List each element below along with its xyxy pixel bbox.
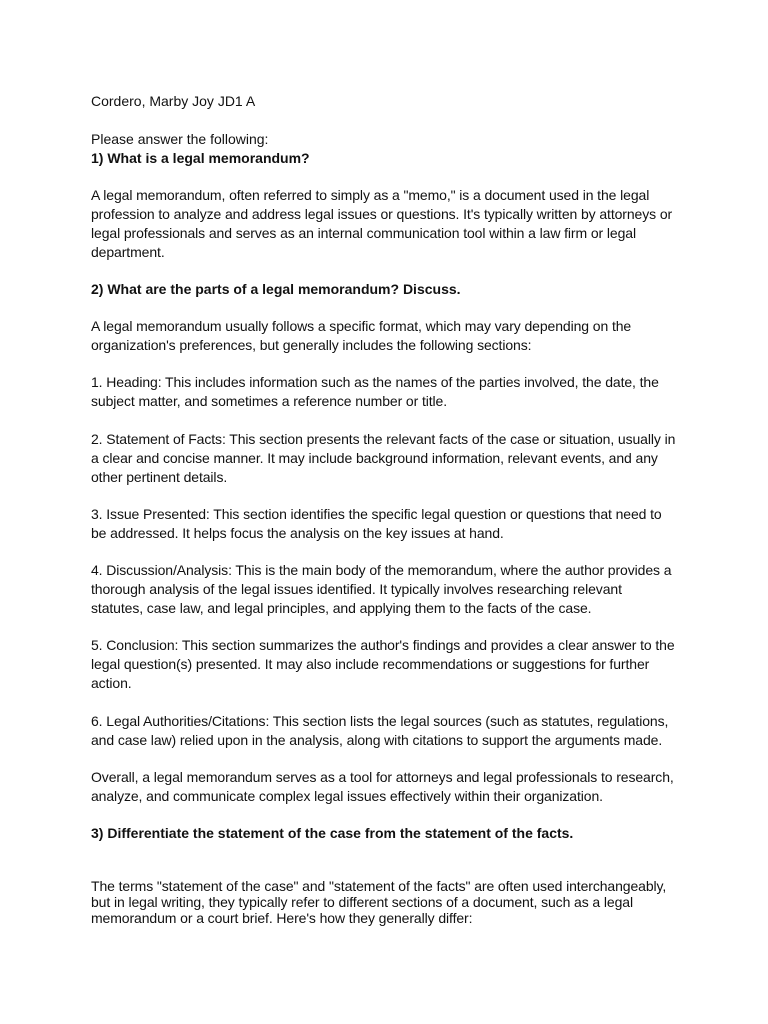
- question-1-heading: 1) What is a legal memorandum?: [91, 150, 310, 166]
- part-issue-line: 3. Issue Presented: This section identifies the specific legal question or questions that need to: [91, 506, 662, 522]
- answer-3-line: The terms "statement of the case" and "statement of the facts" are often used interchangeably,: [91, 878, 667, 894]
- answer-1-line: A legal memorandum, often referred to simply as a "memo," is a document used in the legal: [91, 187, 650, 203]
- author-line: Cordero, Marby Joy JD1 A: [91, 93, 256, 109]
- answer-1-line: profession to analyze and address legal issues or questions. It's typically written by attorneys or: [91, 206, 673, 222]
- answer-2-intro-line: organization's preferences, but generally includes the following sections:: [91, 337, 532, 353]
- answer-1-line: legal professionals and serves as an internal communication tool within a law firm or legal: [91, 225, 636, 241]
- answer-1-line: department.: [91, 244, 165, 260]
- answer-3-line: memorandum or a court brief. Here's how they generally differ:: [91, 910, 473, 926]
- answer-3-line: but in legal writing, they typically refer to different sections of a document, such as a legal: [91, 894, 633, 910]
- part-authorities-line: 6. Legal Authorities/Citations: This section lists the legal sources (such as statutes, regulations,: [91, 713, 669, 729]
- part-heading-line: subject matter, and sometimes a reference number or title.: [91, 393, 448, 409]
- part-facts-line: 2. Statement of Facts: This section presents the relevant facts of the case or situation, usually in: [91, 431, 676, 447]
- part-discussion-line: thorough analysis of the legal issues identified. It typically involves researching relevant: [91, 581, 622, 597]
- overall-line: Overall, a legal memorandum serves as a tool for attorneys and legal professionals to research,: [91, 769, 674, 785]
- part-conclusion-line: action.: [91, 675, 132, 691]
- part-conclusion-line: 5. Conclusion: This section summarizes the author's findings and provides a clear answer to the: [91, 637, 675, 653]
- part-facts-line: other pertinent details.: [91, 469, 228, 485]
- part-discussion-line: 4. Discussion/Analysis: This is the main body of the memorandum, where the author provides a: [91, 562, 672, 578]
- part-heading-line: 1. Heading: This includes information such as the names of the parties involved, the date, the: [91, 374, 659, 390]
- intro-line: Please answer the following:: [91, 131, 269, 147]
- answer-2-intro-line: A legal memorandum usually follows a specific format, which may vary depending on the: [91, 318, 632, 334]
- overall-line: analyze, and communicate complex legal issues effectively within their organization.: [91, 788, 603, 804]
- question-2-heading: 2) What are the parts of a legal memorandum? Discuss.: [91, 281, 461, 297]
- question-3-heading: 3) Differentiate the statement of the case from the statement of the facts.: [91, 825, 574, 841]
- part-conclusion-line: legal question(s) presented. It may also include recommendations or suggestions for further: [91, 656, 650, 672]
- part-authorities-line: and case law) relied upon in the analysis, along with citations to support the arguments made.: [91, 732, 663, 748]
- part-issue-line: be addressed. It helps focus the analysis on the key issues at hand.: [91, 525, 504, 541]
- part-facts-line: a clear and concise manner. It may include background information, relevant events, and any: [91, 450, 658, 466]
- part-discussion-line: statutes, case law, and legal principles, and applying them to the facts of the case.: [91, 600, 592, 616]
